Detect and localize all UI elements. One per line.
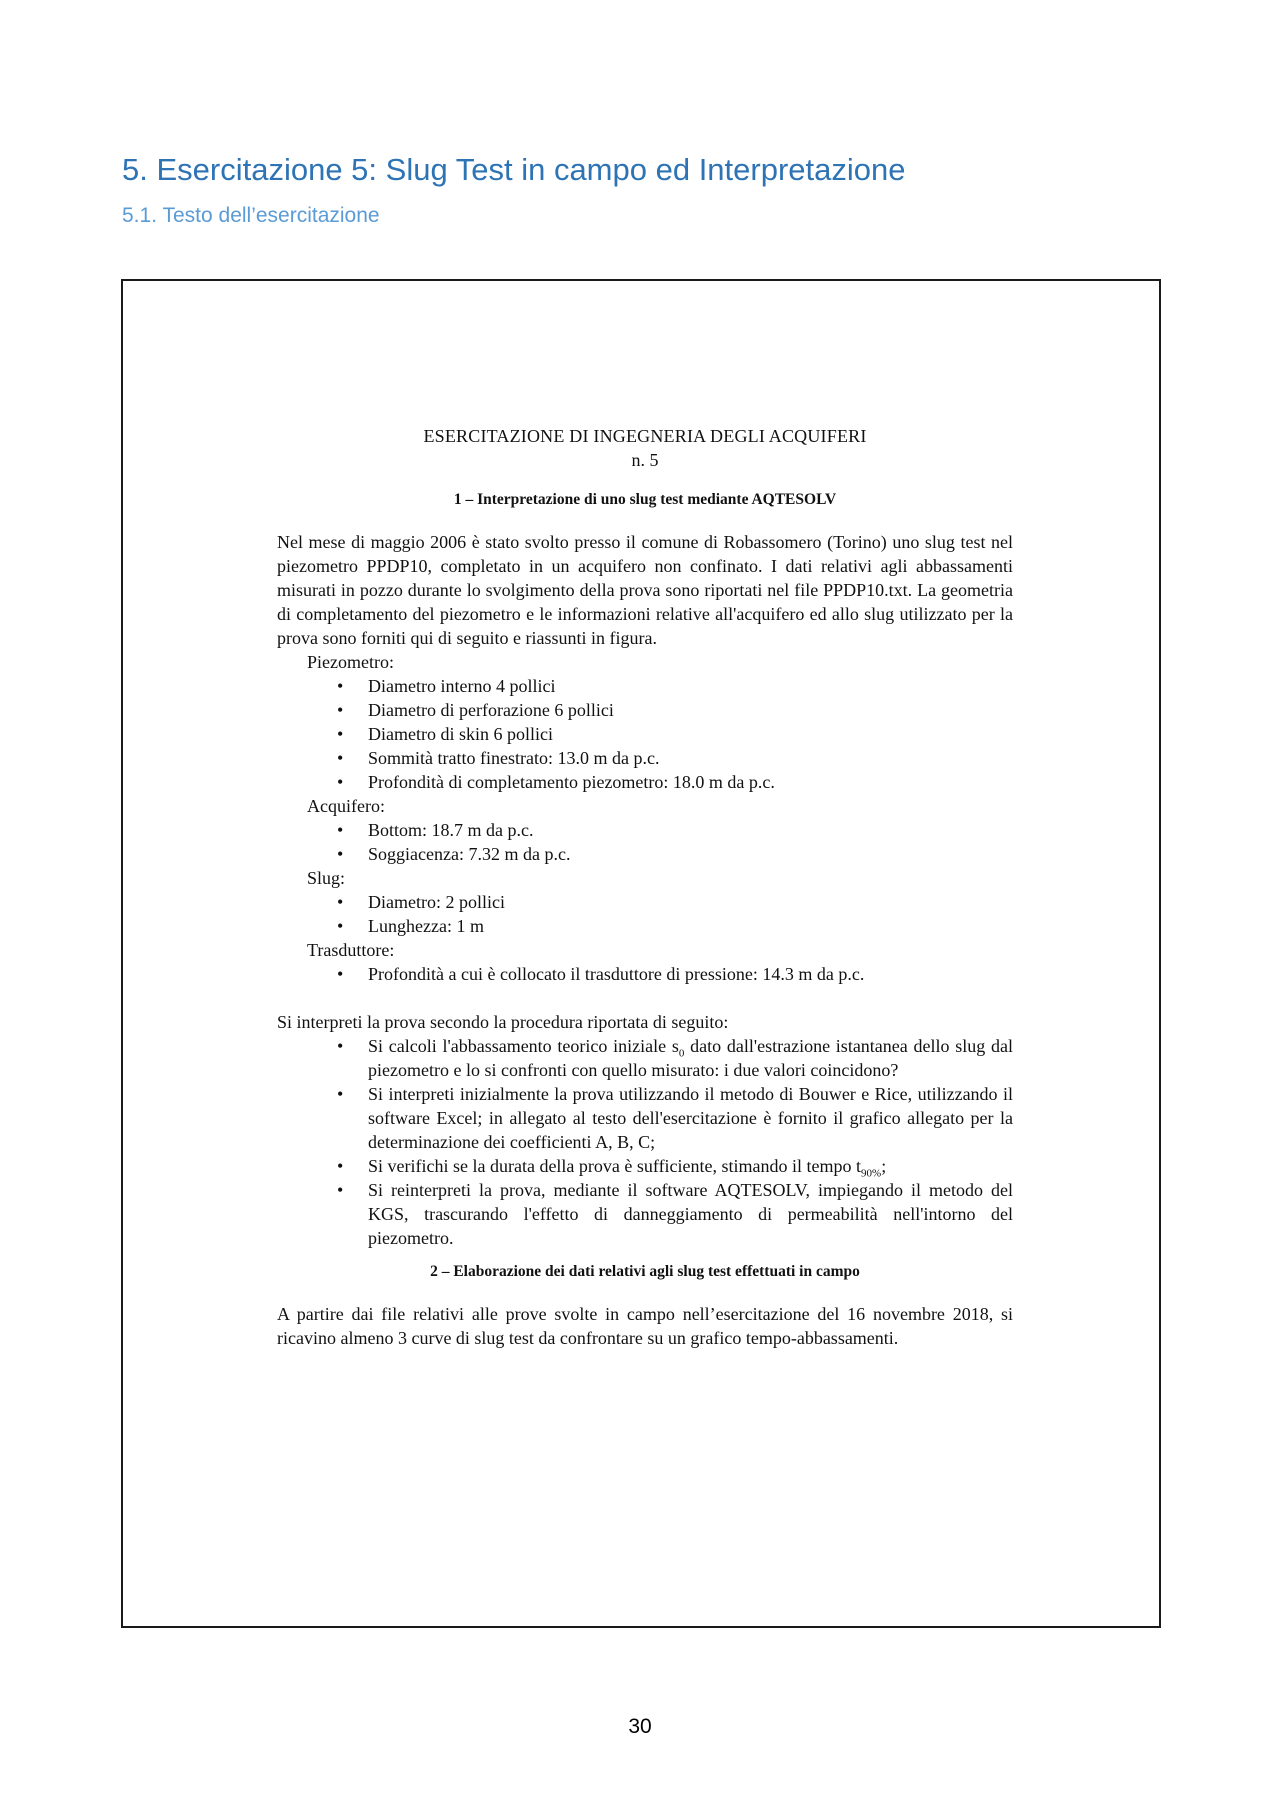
group-label-slug: Slug:: [307, 868, 346, 888]
list-item: [337, 914, 1013, 938]
step2-text: Si interpreti inizialmente la prova utilizzando il metodo di Bouwer e Rice, utilizzando il software Excel; in allegato al testo dell'esercitazione è fornito il grafico allegato per la determinazione dei coefficienti A, B, C;: [368, 1084, 1013, 1152]
bullet-icon: •: [337, 844, 344, 864]
bullet-icon: •: [337, 820, 344, 840]
spacer: [277, 1250, 1013, 1260]
list-item: [337, 770, 1013, 794]
list-item-text: Sommità tratto finestrato: 13.0 m da p.c.: [368, 748, 660, 768]
step1-text-b: dato dall'estrazione istantanea dello slug dal piezometro e lo si confronti con quello misurato: i due valori coincidono?: [368, 1036, 1013, 1080]
list-item: [337, 842, 1013, 866]
list-item-text: Profondità a cui è collocato il trasduttore di pressione: 14.3 m da p.c.: [368, 964, 865, 984]
list-item: [337, 746, 1013, 770]
bullet-icon: •: [337, 1156, 344, 1176]
group-label-trasduttore: Trasduttore:: [307, 940, 395, 960]
step3-text-b: ;: [881, 1156, 887, 1176]
list-item: [337, 962, 1013, 986]
intro-paragraph: Nel mese di maggio 2006 è stato svolto presso il comune di Robassomero (Torino) uno slug test nel piezometro PPDP10, completato in un acquifero non confinato. I dati relativi agli abbassamenti misurati in pozzo durante lo svolgimento della prova sono riportati nel file PPDP10.txt. La geometria di completamento del piezometro e le informazioni relative all'acquifero ed allo slug utilizzato per la prova sono forniti qui di seguito e riassunti in figura.: [277, 532, 1013, 648]
list-item: [337, 698, 1013, 722]
acquifero-list: [277, 818, 1013, 866]
step3-subscript: 90%: [861, 1167, 882, 1180]
list-item: [337, 1082, 1013, 1154]
bullet-icon: •: [337, 772, 344, 792]
bullet-icon: •: [337, 700, 344, 720]
document-number: n. 5: [631, 450, 659, 470]
bullet-icon: •: [337, 676, 344, 696]
list-item: [337, 890, 1013, 914]
list-item-text: Diametro di perforazione 6 pollici: [368, 700, 614, 720]
bullet-icon: •: [337, 1084, 344, 1104]
step1-text-a: Si calcoli l'abbassamento teorico iniziale s: [368, 1036, 679, 1056]
trasduttore-list: [277, 962, 1013, 986]
part2-title: 2 – Elaborazione dei dati relativi agli slug test effettuati in campo: [430, 1263, 860, 1280]
procedure-intro: Si interpreti la prova secondo la procedura riportata di seguito:: [277, 1012, 729, 1032]
closing-paragraph: A partire dai file relativi alle prove svolte in campo nell’esercitazione del 16 novembre 2018, si ricavino almeno 3 curve di slug test da confrontare su un grafico tempo-abbassamenti.: [277, 1304, 1013, 1348]
step3-text-a: Si verifichi se la durata della prova è sufficiente, stimando il tempo t: [368, 1156, 862, 1176]
list-item-text: Bottom: 18.7 m da p.c.: [368, 820, 534, 840]
step1-subscript: 0: [678, 1047, 685, 1060]
bullet-icon: •: [337, 892, 344, 912]
list-item-text: Diametro interno 4 pollici: [368, 676, 556, 696]
list-item-text: Profondità di completamento piezometro: 18.0 m da p.c.: [368, 772, 775, 792]
list-item: [337, 818, 1013, 842]
group-label-acquifero: Acquifero:: [307, 796, 385, 816]
list-item: [337, 1178, 1013, 1250]
step4-text: Si reinterpreti la prova, mediante il software AQTESOLV, impiegando il metodo del KGS, trascurando l'effetto di danneggiamento di permeabilità nell'intorno del piezometro.: [368, 1180, 1013, 1248]
piezometro-list: [277, 674, 1013, 794]
chapter-heading: 5. Esercitazione 5: Slug Test in campo ed Interpretazione: [122, 152, 906, 187]
list-item: [337, 1154, 1013, 1178]
bullet-icon: •: [337, 1036, 344, 1056]
bullet-icon: •: [337, 916, 344, 936]
page-number: 30: [628, 1715, 652, 1738]
section-heading: 5.1. Testo dell’esercitazione: [122, 204, 380, 227]
assignment-frame: [121, 279, 1161, 1628]
list-item-text: Lunghezza: 1 m: [368, 916, 484, 936]
list-item: [337, 1034, 1013, 1082]
list-item-text: Diametro: 2 pollici: [368, 892, 505, 912]
slug-list: [277, 890, 1013, 938]
bullet-icon: •: [337, 964, 344, 984]
part1-title: 1 – Interpretazione di uno slug test mediante AQTESOLV: [453, 491, 837, 508]
procedure-list: [277, 1034, 1013, 1250]
assignment-document: [277, 424, 1013, 1350]
spacer: [277, 986, 1013, 1010]
bullet-icon: •: [337, 724, 344, 744]
list-item-text: Soggiacenza: 7.32 m da p.c.: [368, 844, 571, 864]
group-label-piezometro: Piezometro:: [307, 652, 394, 672]
document-title: ESERCITAZIONE DI INGEGNERIA DEGLI ACQUIFERI: [423, 426, 867, 446]
list-item-text: Diametro di skin 6 pollici: [368, 724, 553, 744]
list-item: [337, 722, 1013, 746]
bullet-icon: •: [337, 1180, 344, 1200]
list-item: [337, 674, 1013, 698]
bullet-icon: •: [337, 748, 344, 768]
